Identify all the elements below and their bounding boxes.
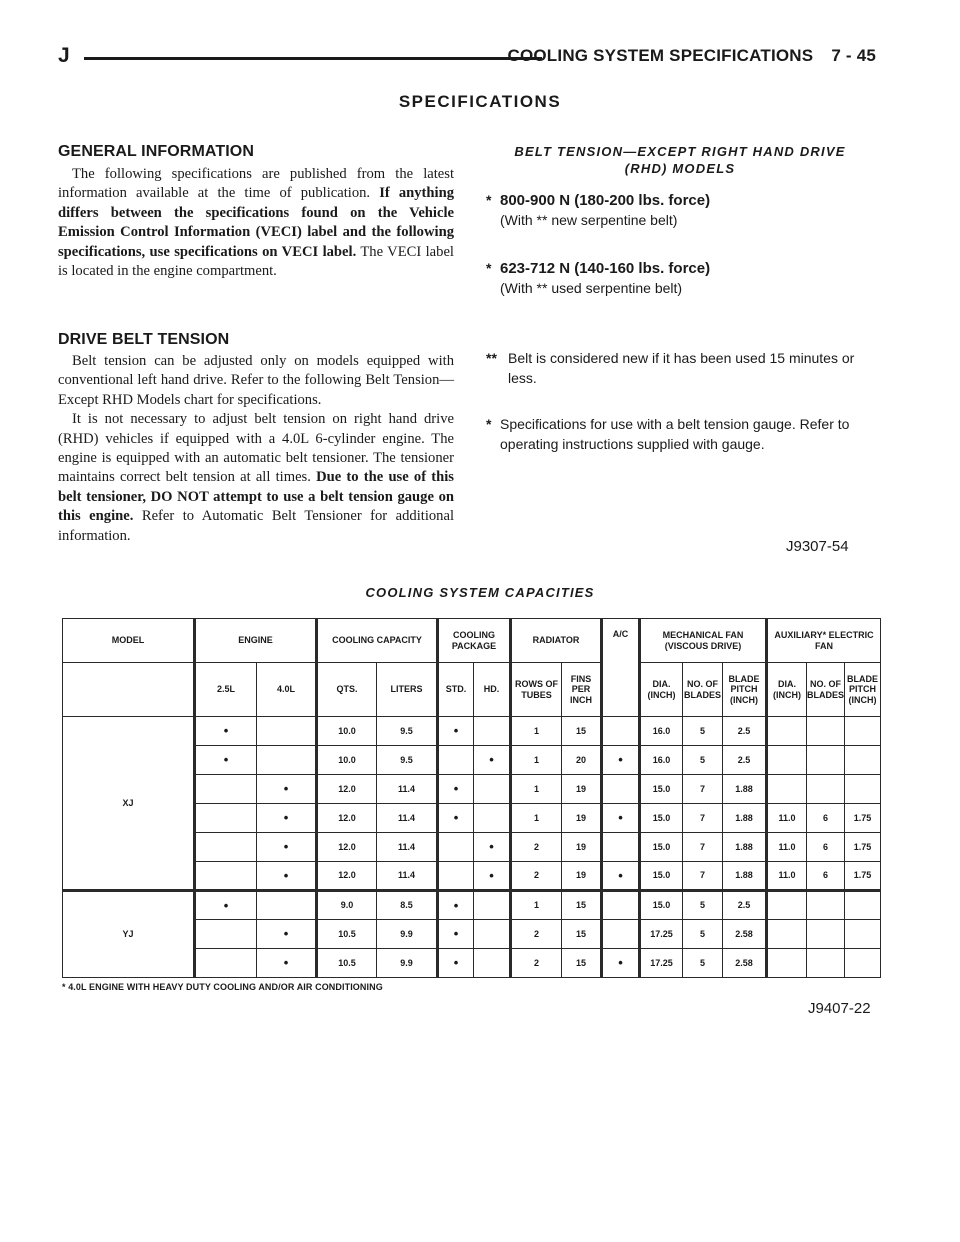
model-cell: YJ	[63, 891, 195, 978]
table-cell: 15	[562, 717, 602, 746]
table-cell: 12.0	[317, 833, 377, 862]
belt-note1-line-1: Belt is considered new if it has been used 15 minutes or	[508, 350, 855, 366]
belt-caption-line-1: BELT TENSION—EXCEPT RIGHT HAND DRIVE	[514, 144, 846, 159]
table-cell	[845, 920, 881, 949]
table-cell: 15.0	[640, 804, 683, 833]
table-cell	[474, 775, 511, 804]
table-cell: 15	[562, 949, 602, 978]
table-cell: 11.4	[377, 775, 438, 804]
table-cell: 15	[562, 891, 602, 920]
table-cell: 1.75	[845, 862, 881, 891]
belt-new-value: 800-900 N (180-200 lbs. force)	[500, 192, 711, 209]
drive-belt-tension-heading: DRIVE BELT TENSION	[58, 331, 230, 348]
th-sub: DIA. (INCH)	[640, 663, 683, 717]
th-sub: BLADE PITCH (INCH)	[723, 663, 767, 717]
table-cell: •	[438, 920, 474, 949]
table-cell	[767, 746, 807, 775]
belt-used-note: (With ** used serpentine belt)	[500, 280, 683, 296]
th-sub: BLADE PITCH (INCH)	[845, 663, 881, 717]
belt-note2-mark: *	[486, 416, 492, 432]
table-cell	[767, 920, 807, 949]
table-cell: •	[602, 949, 640, 978]
table-cell: 5	[683, 920, 723, 949]
table-cell: •	[602, 804, 640, 833]
table-row	[63, 717, 881, 746]
header-title-text: COOLING SYSTEM SPECIFICATIONS	[507, 46, 814, 65]
table-cell: 10.5	[317, 920, 377, 949]
table-cell: 8.5	[377, 891, 438, 920]
table-cell: 7	[683, 833, 723, 862]
table-cell: 19	[562, 862, 602, 891]
table-cell: 17.25	[640, 920, 683, 949]
table-cell: •	[438, 949, 474, 978]
th-mechanical-fan: MECHANICAL FAN (VISCOUS DRIVE)	[640, 619, 767, 663]
th-sub: 4.0L	[257, 663, 317, 717]
table-cell: 2.58	[723, 949, 767, 978]
table-cell: 12.0	[317, 804, 377, 833]
table-cell: •	[438, 717, 474, 746]
header-section-letter: J	[58, 44, 70, 67]
belt-used-mark: *	[486, 260, 492, 276]
table-cell: 6	[807, 862, 845, 891]
table-cell	[438, 862, 474, 891]
general-text-2: The VECI label is located in the engine compartment.	[58, 243, 454, 280]
table-cell: 12.0	[317, 862, 377, 891]
table-cell: 16.0	[640, 746, 683, 775]
table-cell: 2	[511, 949, 562, 978]
belt-tension-caption	[470, 143, 890, 177]
table-cell: 1	[511, 891, 562, 920]
table-cell: 1.75	[845, 833, 881, 862]
drive-belt-paragraph-2	[58, 410, 454, 546]
th-model: MODEL	[63, 619, 195, 663]
table-cell: •	[257, 949, 317, 978]
model-cell: XJ	[63, 717, 195, 891]
th-ac: A/C	[602, 619, 640, 717]
table-cell	[845, 717, 881, 746]
table-cell: 15.0	[640, 891, 683, 920]
table-cell	[195, 949, 257, 978]
drive-belt-text-a: It is not necessary to adjust belt tension on right hand drive (RHD) vehicles if equipped with a 4.0L 6-cylinder engine. The engine is equipped with an automatic belt tensioner. The tensioner maintains correct belt tension at all times.	[58, 411, 454, 486]
table-cell	[195, 804, 257, 833]
th-radiator: RADIATOR	[511, 619, 602, 663]
table-cell: 2.5	[723, 717, 767, 746]
table-cell	[807, 949, 845, 978]
belt-note2-line-1: Specifications for use with a belt tension gauge. Refer to	[500, 416, 850, 432]
table-cell: 19	[562, 775, 602, 804]
table-cell: 9.5	[377, 746, 438, 775]
table-cell	[195, 775, 257, 804]
table-cell	[474, 920, 511, 949]
table-cell: 9.0	[317, 891, 377, 920]
table-cell	[257, 746, 317, 775]
table-cell: 20	[562, 746, 602, 775]
table-cell: 6	[807, 833, 845, 862]
table-footnote: * 4.0L ENGINE WITH HEAVY DUTY COOLING AND/OR AIR CONDITIONING	[62, 982, 383, 992]
table-cell	[807, 717, 845, 746]
th-sub: NO. OF BLADES	[683, 663, 723, 717]
th-sub: LITERS	[377, 663, 438, 717]
table-cell: 16.0	[640, 717, 683, 746]
table-subheader-row	[63, 663, 881, 717]
table-cell: •	[438, 775, 474, 804]
table-cell: 6	[807, 804, 845, 833]
page-title: SPECIFICATIONS	[398, 92, 562, 111]
table-cell: 1.88	[723, 775, 767, 804]
table-cell	[845, 775, 881, 804]
table-cell: 12.0	[317, 775, 377, 804]
table-cell: •	[474, 862, 511, 891]
general-information-paragraph	[58, 165, 454, 281]
table-cell	[807, 775, 845, 804]
table-cell	[767, 717, 807, 746]
drive-belt-tension-text	[58, 352, 454, 546]
table-cell: 15.0	[640, 862, 683, 891]
general-information-heading: GENERAL INFORMATION	[58, 143, 254, 160]
table-cell	[767, 775, 807, 804]
table-cell	[195, 920, 257, 949]
table-cell: 10.0	[317, 746, 377, 775]
belt-figure-id: J9307-54	[786, 538, 849, 555]
table-cell: •	[438, 891, 474, 920]
table-cell: •	[257, 833, 317, 862]
table-cell: 17.25	[640, 949, 683, 978]
belt-new-note: (With ** new serpentine belt)	[500, 212, 678, 228]
drive-belt-paragraph-1: Belt tension can be adjusted only on models equipped with conventional left hand drive. Refer to the following Belt Tension—Except RHD Models chart for specifications.	[58, 353, 454, 408]
table-cell	[602, 717, 640, 746]
belt-note1-mark: **	[486, 350, 497, 366]
belt-note2-line-2: operating instructions supplied with gauge.	[500, 436, 765, 452]
table-cell: 15	[562, 920, 602, 949]
table-cell: 1	[511, 775, 562, 804]
th-engine: ENGINE	[195, 619, 317, 663]
th-sub: NO. OF BLADES	[807, 663, 845, 717]
table-cell: •	[195, 891, 257, 920]
table-cell: 15.0	[640, 775, 683, 804]
table-cell: 9.9	[377, 949, 438, 978]
table-cell: •	[474, 833, 511, 862]
th-model-blank	[63, 663, 195, 717]
table-cell: 7	[683, 775, 723, 804]
table-cell: 7	[683, 862, 723, 891]
table-cell	[845, 891, 881, 920]
table-cell	[257, 717, 317, 746]
table-cell: •	[438, 804, 474, 833]
table-cell: 2.5	[723, 891, 767, 920]
th-sub: 2.5L	[195, 663, 257, 717]
table-cell: 10.0	[317, 717, 377, 746]
table-cell	[195, 833, 257, 862]
table-cell	[807, 746, 845, 775]
table-cell: 1	[511, 717, 562, 746]
table-cell: •	[257, 920, 317, 949]
th-sub: DIA. (INCH)	[767, 663, 807, 717]
general-text-1: The following specifications are published from the latest information available at the time of publication.	[58, 166, 454, 202]
table-cell: 2	[511, 920, 562, 949]
table-cell	[602, 920, 640, 949]
table-cell: 9.5	[377, 717, 438, 746]
th-sub: STD.	[438, 663, 474, 717]
table-cell	[845, 746, 881, 775]
table-cell: •	[257, 775, 317, 804]
table-cell: •	[257, 862, 317, 891]
table-cell	[474, 949, 511, 978]
table-cell: 1	[511, 746, 562, 775]
table-cell: 1.88	[723, 804, 767, 833]
table-cell	[602, 775, 640, 804]
table-cell: 9.9	[377, 920, 438, 949]
table-cell: 2	[511, 862, 562, 891]
th-sub: HD.	[474, 663, 511, 717]
table-cell: 11.4	[377, 862, 438, 891]
table-cell: 11.0	[767, 833, 807, 862]
th-sub: FINS PER INCH	[562, 663, 602, 717]
drive-belt-text-c: Refer to Automatic Belt Tensioner for additional information.	[58, 508, 454, 544]
table-cell: 11.0	[767, 862, 807, 891]
table-cell: 19	[562, 804, 602, 833]
table-cell: 11.0	[767, 804, 807, 833]
table-cell	[845, 949, 881, 978]
header-title	[507, 46, 876, 66]
table-header-row	[63, 619, 881, 663]
cooling-capacities-table	[62, 618, 881, 978]
table-cell: •	[195, 746, 257, 775]
table-cell: •	[257, 804, 317, 833]
belt-caption-line-2: (RHD) MODELS	[624, 161, 736, 176]
table-cell: 7	[683, 804, 723, 833]
th-cooling-capacity: COOLING CAPACITY	[317, 619, 438, 663]
table-cell	[767, 949, 807, 978]
table-cell	[257, 891, 317, 920]
table-cell: •	[602, 746, 640, 775]
table-cell: 1.88	[723, 833, 767, 862]
belt-note1-line-2: less.	[508, 370, 537, 386]
drive-belt-warning: Due to the use of this belt tensioner, DO NOT attempt to use a belt tension gauge on this engine.	[58, 469, 454, 525]
table-cell: 1.75	[845, 804, 881, 833]
table-cell: 10.5	[317, 949, 377, 978]
table-cell: 1.88	[723, 862, 767, 891]
table-cell: 5	[683, 746, 723, 775]
table-cell	[438, 833, 474, 862]
table-cell: 2.5	[723, 746, 767, 775]
table-cell: 1	[511, 804, 562, 833]
table-body	[63, 717, 881, 978]
th-auxiliary-fan: AUXILIARY* ELECTRIC FAN	[767, 619, 881, 663]
table-cell: 19	[562, 833, 602, 862]
belt-new-mark: *	[486, 192, 492, 208]
table-cell	[767, 891, 807, 920]
header-rule	[84, 57, 542, 60]
table-cell: 2	[511, 833, 562, 862]
table-cell	[438, 746, 474, 775]
table-cell: 5	[683, 717, 723, 746]
table-cell: •	[602, 862, 640, 891]
general-information-text	[58, 165, 454, 281]
table-row	[63, 891, 881, 920]
table-cell: •	[195, 717, 257, 746]
table-cell: •	[474, 746, 511, 775]
table-cell	[602, 833, 640, 862]
table-cell	[474, 717, 511, 746]
table-cell: 2.58	[723, 920, 767, 949]
running-header	[58, 44, 876, 74]
table-cell	[474, 804, 511, 833]
table-cell: 11.4	[377, 804, 438, 833]
table-cell	[602, 891, 640, 920]
belt-used-value: 623-712 N (140-160 lbs. force)	[500, 260, 711, 277]
table-cell	[807, 920, 845, 949]
general-veci-warning: If anything differs between the specifications found on the Vehicle Emission Control Information (VECI) label and the following specifications, use specifications on VECI label.	[58, 185, 455, 260]
table-cell	[474, 891, 511, 920]
table-cell: 5	[683, 949, 723, 978]
table-cell	[807, 891, 845, 920]
header-page-number: 7 - 45	[831, 46, 876, 65]
capacities-figure-id: J9407-22	[808, 1000, 871, 1017]
table-cell	[195, 862, 257, 891]
table-cell: 15.0	[640, 833, 683, 862]
table-cell: 11.4	[377, 833, 438, 862]
table-cell: 5	[683, 891, 723, 920]
th-sub: QTS.	[317, 663, 377, 717]
th-cooling-package: COOLING PACKAGE	[438, 619, 511, 663]
capacities-caption: COOLING SYSTEM CAPACITIES	[365, 585, 595, 600]
th-sub: ROWS OF TUBES	[511, 663, 562, 717]
